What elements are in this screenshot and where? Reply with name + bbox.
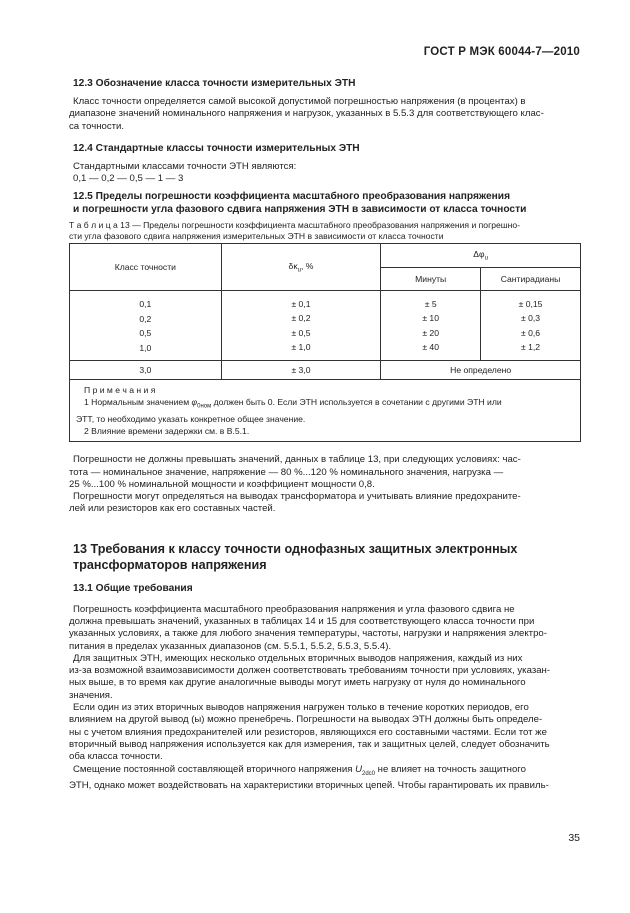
para-3-line-1: Если один из этих вторичных выводов напряжения нагружен только в течение коротких периодов, его xyxy=(73,702,529,714)
para-3-line-5: оба класса точности. xyxy=(69,751,163,763)
table-13-caption xyxy=(69,220,581,242)
header-class: Класс точности xyxy=(70,244,222,291)
para-2-line-1: Для защитных ЭТН, имеющих несколько отдельных вторичных выводов напряжения, каждый из них xyxy=(73,652,523,664)
header-minutes: Минуты xyxy=(381,267,481,291)
class-values: 0,1 0,2 0,5 1,0 xyxy=(70,291,222,361)
section-13-1-title: 13.1 Общие требования xyxy=(73,582,193,594)
note-1-line-2: ЭТТ, то необходимо указать конкретное общее значение. xyxy=(76,414,306,425)
para-1-line-3: указанных условиях, а также для любого значения температуры, частоты, нагрузки и напряжения электро- xyxy=(69,628,547,640)
para-3-line-4: вторичный вывод напряжения используется как для измерения, так и защитных целей, следует обозначить xyxy=(69,738,550,750)
page-number: 35 xyxy=(568,832,580,844)
para-4-line-1: Смещение постоянной составляющей вторичного напряжения $U_{2dc0}$ не влияет на точность защитного xyxy=(73,763,526,777)
table-13-caption-prefix: Т а б л и ц а 13 xyxy=(69,220,130,231)
para-1-line-2: должна превышать значений, указанных в таблицах 14 и 15 для соответствующего класса точности при xyxy=(69,615,535,627)
note-2: 2 Влияние времени задержки см. в В.5.1. xyxy=(84,426,250,437)
phase-error-undefined: Не определено xyxy=(381,361,581,380)
para-2-line-3: ных выше, в то время как другие аналогичные выводы могут иметь нагрузку от нуля до номинального xyxy=(69,677,526,689)
para-1-line-4: питания в пределах указанных диапазонов (см. 5.5.1, 5.5.2, 5.5.3, 5.5.4). xyxy=(69,640,392,652)
para-2-line-2: из-за возможной взаимозависимости должен соответствовать требованиям точности при условиях, указан- xyxy=(69,665,551,677)
section-13-title-line-2: трансформаторов напряжения xyxy=(73,557,267,572)
section-12-3-title: 12.3 Обозначение класса точности измерительных ЭТН xyxy=(73,78,356,89)
ratio-error-last: ± 3,0 xyxy=(221,361,381,380)
section-12-5-title-line-1: 12.5 Пределы погрешности коэффициента масштабного преобразования напряжения xyxy=(73,191,511,203)
section-12-4-title: 12.4 Стандартные классы точности измерительных ЭТН xyxy=(73,142,360,154)
para-3-line-3: ны с учетом влияния предохранителей или резисторов, являющихся его составными частями. Если тот же xyxy=(69,726,547,738)
centiradian-values: ± 0,15 ± 0,3 ± 0,6 ± 1,2 xyxy=(481,291,581,361)
table-13 xyxy=(69,243,581,442)
para-3-line-2: влиянием на другой вывод (ы) можно пренебречь. Погрешности на выводах ЭТН должны быть определе- xyxy=(69,714,543,726)
after-table-line-3: 25 %...100 % номинальной мощности и коэффициент мощности 0,8. xyxy=(69,478,375,490)
section-13-title-line-1: 13 Требования к классу точности однофазных защитных электронных xyxy=(73,541,518,556)
section-12-3-line-1: Класс точности определяется самой высокой допустимой погрешностью напряжения (в процентах) в xyxy=(73,96,526,107)
notes-title: П р и м е ч а н и я xyxy=(84,385,156,396)
note-1-line-1: 1 Нормальным значением $\varphi_{0ном}$ должен быть 0. Если ЭТН используется в сочетании с другими ЭТН или xyxy=(84,397,502,411)
section-12-4-line-1: Стандартными классами точности ЭТН являются: xyxy=(73,160,297,172)
after-table-line-4: Погрешности могут определяться на выводах трансформатора и учитывать влияние предохраните- xyxy=(73,491,521,503)
header-centiradians: Сантирадианы xyxy=(481,267,581,291)
para-4-line-2: ЭТН, однако может воздействовать на характеристики вторичных цепей. Чтобы гарантировать их правиль- xyxy=(69,779,549,791)
header-phase-error: $\Delta\varphi_u$ xyxy=(381,244,581,268)
standard-header: ГОСТ Р МЭК 60044-7—2010 xyxy=(423,46,580,58)
section-12-4-classes: 0,1 — 0,2 — 0,5 — 1 — 3 xyxy=(73,173,184,185)
table-row xyxy=(70,361,581,380)
table-13-caption-line-1: — Пределы погрешности коэффициента масштабного преобразования напряжения и погрешно- xyxy=(129,220,521,231)
minutes-values: ± 5 ± 10 ± 20 ± 40 xyxy=(381,291,481,361)
section-12-3-line-3: са точности. xyxy=(69,120,125,132)
after-table-line-5: лей или резисторов как его составных частей. xyxy=(69,503,276,515)
para-2-line-4: значения. xyxy=(69,689,113,701)
after-table-line-1: Погрешности не должны превышать значений, данных в таблице 13, при следующих условиях: час- xyxy=(73,454,521,466)
page-content xyxy=(69,77,581,792)
section-12-3-line-2: диапазоне значений номинального напряжения и нагрузок, указанных в 5.5.3 для соответствующего клас- xyxy=(69,108,544,120)
header-ratio-error: $\delta\kappa_u$, % xyxy=(221,244,381,291)
table-row xyxy=(70,291,581,361)
table-13-caption-line-2: сти угла фазового сдвига напряжения измерительных ЭТН в зависимости от класса точности xyxy=(69,231,444,242)
class-value-last: 3,0 xyxy=(70,361,222,380)
table-notes xyxy=(70,380,581,442)
after-table-line-2: тота — номинальное значение, напряжение — 80 %...120 % номинального значения, нагрузка — xyxy=(69,466,504,478)
ratio-error-values: ± 0,1 ± 0,2 ± 0,5 ± 1,0 xyxy=(221,291,381,361)
para-1-line-1: Погрешность коэффициента масштабного преобразования напряжения и угла фазового сдвига не xyxy=(73,603,515,615)
section-12-5-title-line-2: и погрешности угла фазового сдвига напряжения ЭТН в зависимости от класса точности xyxy=(73,204,527,216)
